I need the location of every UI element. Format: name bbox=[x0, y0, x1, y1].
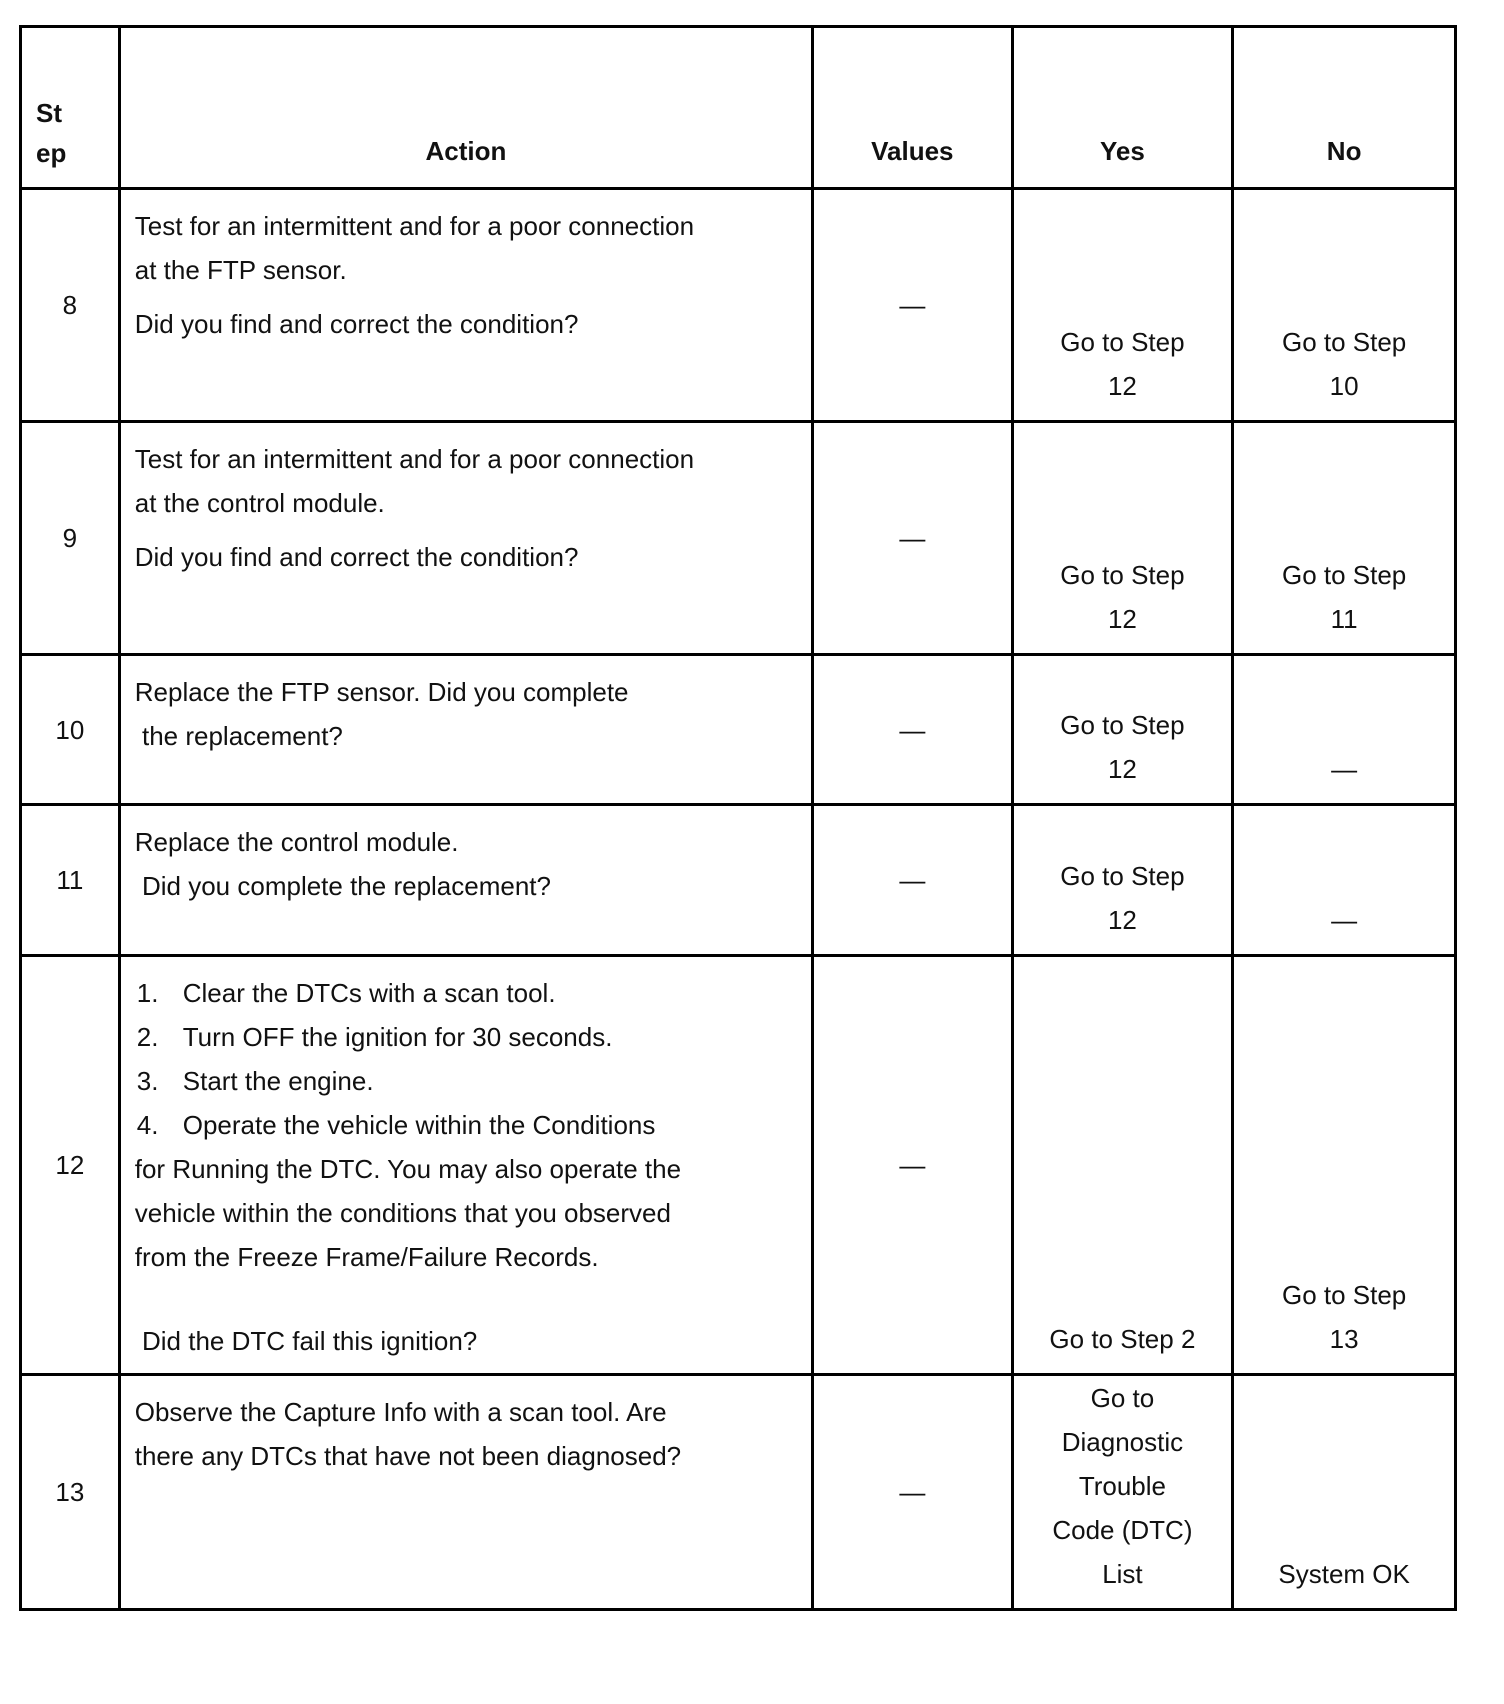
step-number: 10 bbox=[21, 655, 120, 805]
yes-cell: Go to Step 12 bbox=[1012, 189, 1233, 422]
step-number: 12 bbox=[21, 956, 120, 1375]
yes-cell: Go to Step 12 bbox=[1012, 805, 1233, 956]
values-cell: — bbox=[813, 956, 1013, 1375]
yes-cell: Go to Step 12 bbox=[1012, 655, 1233, 805]
table-row bbox=[21, 1375, 1456, 1610]
action-cell bbox=[119, 805, 812, 956]
action-text: for Running the DTC. You may also operate the bbox=[134, 1154, 682, 1184]
action-text: Replace the FTP sensor. Did you complete bbox=[134, 677, 629, 707]
action-cell bbox=[119, 655, 812, 805]
step-number: 8 bbox=[21, 189, 120, 422]
table-row bbox=[21, 422, 1456, 655]
action-text: vehicle within the conditions that you observed bbox=[134, 1198, 671, 1228]
header-no: No bbox=[1233, 27, 1456, 189]
action-text: Replace the control module. bbox=[134, 827, 459, 857]
no-cell: — bbox=[1233, 655, 1456, 805]
diagnostic-table-page bbox=[19, 25, 1457, 1611]
step-number: 13 bbox=[21, 1375, 120, 1610]
list-item: 3. Start the engine. bbox=[136, 1066, 374, 1096]
no-cell: Go to Step 13 bbox=[1233, 956, 1456, 1375]
action-cell bbox=[119, 189, 812, 422]
action-cell bbox=[119, 956, 812, 1375]
header-yes: Yes bbox=[1012, 27, 1233, 189]
action-cell bbox=[119, 422, 812, 655]
action-text: Observe the Capture Info with a scan tool. Are bbox=[134, 1397, 667, 1427]
table-header-row bbox=[21, 27, 1456, 189]
values-cell: — bbox=[813, 189, 1013, 422]
action-question: Did you find and correct the condition? bbox=[134, 542, 579, 572]
header-step: St ep bbox=[21, 27, 120, 189]
table-row bbox=[21, 655, 1456, 805]
no-cell: System OK bbox=[1233, 1375, 1456, 1610]
yes-cell: Go to Diagnostic Trouble Code (DTC) List bbox=[1012, 1375, 1233, 1610]
action-question: Did you find and correct the condition? bbox=[134, 309, 579, 339]
values-cell: — bbox=[813, 655, 1013, 805]
action-cell bbox=[119, 1375, 812, 1610]
list-item: 1. Clear the DTCs with a scan tool. bbox=[136, 978, 556, 1008]
table-row bbox=[21, 805, 1456, 956]
list-item: 2. Turn OFF the ignition for 30 seconds. bbox=[136, 1022, 613, 1052]
values-cell: — bbox=[813, 805, 1013, 956]
action-question: Did the DTC fail this ignition? bbox=[134, 1326, 478, 1356]
yes-cell: Go to Step 2 bbox=[1012, 956, 1233, 1375]
no-cell: Go to Step 10 bbox=[1233, 189, 1456, 422]
diagnostic-steps-table bbox=[19, 25, 1457, 1611]
action-text: from the Freeze Frame/Failure Records. bbox=[134, 1242, 599, 1272]
action-text: Test for an intermittent and for a poor connection bbox=[134, 211, 695, 241]
table-row bbox=[21, 189, 1456, 422]
list-item: 4. Operate the vehicle within the Conditions bbox=[136, 1110, 656, 1140]
action-text: Did you complete the replacement? bbox=[134, 871, 551, 901]
values-cell: — bbox=[813, 1375, 1013, 1610]
action-text: there any DTCs that have not been diagnosed? bbox=[134, 1441, 682, 1471]
header-values: Values bbox=[813, 27, 1013, 189]
action-text: the replacement? bbox=[134, 721, 343, 751]
step-number: 9 bbox=[21, 422, 120, 655]
table-row bbox=[21, 956, 1456, 1375]
step-number: 11 bbox=[21, 805, 120, 956]
values-cell: — bbox=[813, 422, 1013, 655]
header-action: Action bbox=[119, 27, 812, 189]
no-cell: Go to Step 11 bbox=[1233, 422, 1456, 655]
action-text: at the control module. bbox=[134, 488, 385, 518]
action-text: at the FTP sensor. bbox=[134, 255, 347, 285]
yes-cell: Go to Step 12 bbox=[1012, 422, 1233, 655]
action-text: Test for an intermittent and for a poor connection bbox=[134, 444, 695, 474]
no-cell: — bbox=[1233, 805, 1456, 956]
